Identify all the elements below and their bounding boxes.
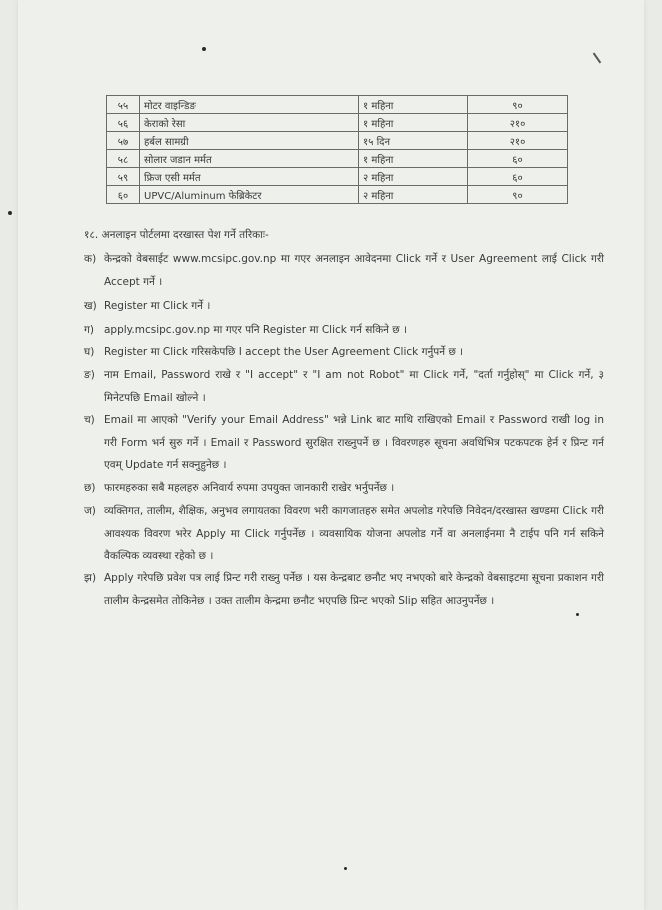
step-item [84, 295, 604, 318]
step-marker: ज) [84, 505, 96, 517]
course-duration: २ महिना [359, 168, 468, 186]
step-marker: ख) [84, 300, 97, 312]
course-name: मोटर वाइन्डिङ [140, 96, 359, 114]
step-item [84, 500, 604, 568]
course-name: सोलार जडान मर्मत [140, 150, 359, 168]
step-marker: च) [84, 414, 95, 426]
step-marker: ग) [84, 324, 95, 336]
step-item [84, 567, 604, 612]
step-item [84, 364, 604, 409]
step-text: Register मा Click गर्ने । [104, 300, 211, 312]
row-number: ५५ [107, 96, 140, 114]
course-duration: १ महिना [359, 96, 468, 114]
speck-mark [576, 613, 579, 616]
corner-tick-mark [593, 53, 602, 64]
step-text: apply.mcsipc.gov.np मा गएर पनि Register मा Click गर्न सकिने छ । [104, 324, 407, 336]
step-text: Register मा Click गरिसकेपछि I accept the User Agreement Click गर्नुपर्ने छ । [104, 346, 464, 358]
course-name: UPVC/Aluminum फेब्रिकेटर [140, 186, 359, 204]
step-text: Email मा आएको "Verify your Email Address" भन्ने Link बाट माथि राखिएको Email र Password राखी log in गरी Form भर्न सुरु गर्ने । Email र Password सुरक्षित राख्नुपर्ने छ । विवरणहरु सूचना अवधिभित्र पटकपटक हेर्न र प्रिन्ट गर्न एवम् Update गर्न सक्नुहुनेछ । [104, 414, 604, 471]
step-text: केन्द्रको वेबसाईट www.mcsipc.gov.np मा गएर अनलाइन आवेदनमा Click गर्ने र User Agreement लाई Click गरी Accept गर्ने । [104, 253, 604, 288]
step-text: फारमहरुका सबै महलहरु अनिवार्य रुपमा उपयुक्त जानकारी राखेर भर्नुपर्नेछ । [104, 482, 395, 494]
step-item [84, 477, 604, 500]
course-name: केराको रेसा [140, 114, 359, 132]
table-row [107, 150, 568, 168]
course-seats: ६० [468, 150, 568, 168]
section-heading: १८. अनलाइन पोर्टलमा दरखास्त पेश गर्ने तरिकाः- [84, 229, 269, 241]
row-number: ५६ [107, 114, 140, 132]
step-item [84, 319, 604, 342]
speck-mark [8, 211, 12, 215]
step-text: व्यक्तिगत, तालीम, शैक्षिक, अनुभव लगायतका विवरण भरी कागजातहरु समेत अपलोड गरेपछि निवेदन/दरखास्त खण्डमा Click गरी आवश्यक विवरण भरेर Apply मा Click गर्नुपर्नेछ । व्यवसायिक योजना अपलोड गर्ने वा अनलाईनमा नै टाईप पनि गर्न सकिने वैकल्पिक व्यवस्था रहेको छ । [104, 505, 604, 562]
course-seats: ९० [468, 186, 568, 204]
course-table [106, 95, 568, 204]
speck-mark [344, 867, 347, 870]
step-item [84, 248, 604, 293]
course-name: हर्बल सामग्री [140, 132, 359, 150]
course-duration: १ महिना [359, 114, 468, 132]
table-row [107, 168, 568, 186]
row-number: ५८ [107, 150, 140, 168]
step-item [84, 409, 604, 477]
course-duration: १५ दिन [359, 132, 468, 150]
course-seats: ६० [468, 168, 568, 186]
course-seats: ९० [468, 96, 568, 114]
course-seats: २१० [468, 114, 568, 132]
table-row [107, 186, 568, 204]
table-row [107, 114, 568, 132]
step-item [84, 341, 604, 364]
table-row [107, 132, 568, 150]
row-number: ५७ [107, 132, 140, 150]
course-duration: २ महिना [359, 186, 468, 204]
table-row [107, 96, 568, 114]
course-duration: १ महिना [359, 150, 468, 168]
step-marker: ङ) [84, 369, 95, 381]
step-text: Apply गरेपछि प्रवेश पत्र लाई प्रिन्ट गरी राख्नु पर्नेछ । यस केन्द्रबाट छनौट भए नभएको बारे केन्द्रको वेबसाइटमा सूचना प्रकाशन गरी तालीम केन्द्रसमेत तोकिनेछ । उक्त तालीम केन्द्रमा छनौट भएपछि प्रिन्ट भएको Slip सहित आउनुपर्नेछ । [104, 572, 604, 607]
course-name: फ्रिज एसी मर्मत [140, 168, 359, 186]
step-text: नाम Email, Password राखे र "I accept" र "I am not Robot" मा Click गर्ने, "दर्ता गर्नुहोस्" मा Click गर्ने, ३ मिनेटपछि Email खोल्ने । [104, 369, 604, 404]
step-marker: क) [84, 253, 97, 265]
step-marker: छ) [84, 482, 96, 494]
course-seats: २१० [468, 132, 568, 150]
step-marker: घ) [84, 346, 95, 358]
row-number: ६० [107, 186, 140, 204]
speck-mark [202, 47, 206, 51]
step-marker: झ) [84, 572, 97, 584]
row-number: ५९ [107, 168, 140, 186]
